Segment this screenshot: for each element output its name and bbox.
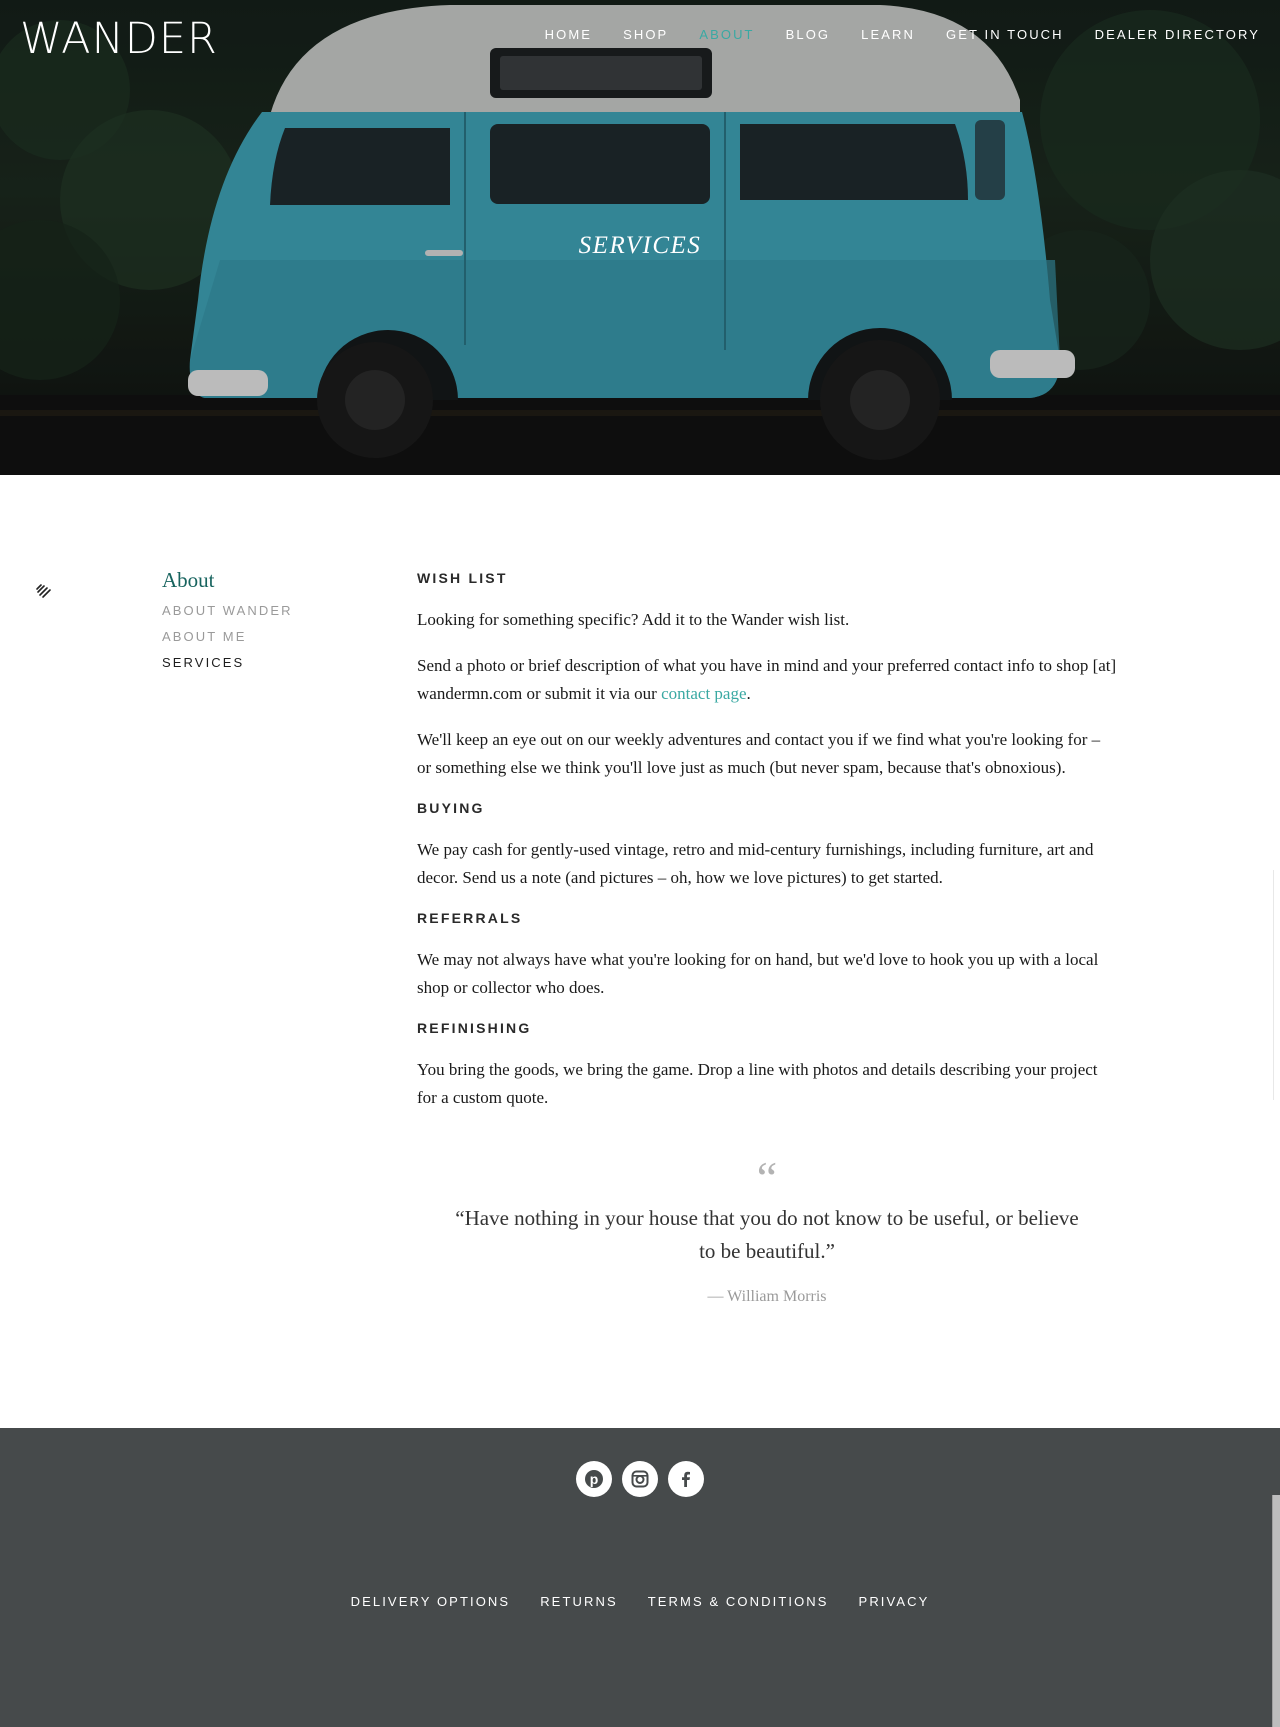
page-title: SERVICES xyxy=(578,232,702,259)
sidebar-item-about-wander[interactable]: ABOUT WANDER xyxy=(162,603,293,618)
page-scrollbar[interactable] xyxy=(1272,1495,1280,1727)
footer-link-terms-conditions[interactable]: TERMS & CONDITIONS xyxy=(647,1594,829,1609)
sidebar-heading[interactable]: About xyxy=(162,568,215,592)
quote-text: “Have nothing in your house that you do not know to be useful, or believe to be beautiful.” xyxy=(455,1206,1079,1263)
footer-nav xyxy=(0,1594,1280,1609)
main-content xyxy=(417,570,1117,1130)
pinterest-icon[interactable] xyxy=(576,1461,612,1497)
wish-list-promise: We'll keep an eye out on our weekly adventures and contact you if we find what you're looking for – or something else we think you'll love just as much (but never spam, because that's obnoxious). xyxy=(417,730,1101,777)
wish-list-instructions-end: . xyxy=(746,684,751,703)
buying-heading: BUYING xyxy=(417,800,485,816)
wish-list-intro: Looking for something specific? Add it to the Wander wish list. xyxy=(417,610,850,629)
quote-block xyxy=(417,1152,1117,1306)
social-links xyxy=(0,1461,1280,1497)
site-footer xyxy=(0,1428,1280,1727)
buying-text: We pay cash for gently-used vintage, retro and mid-century furnishings, including furniture, art and decor. Send us a note (and pictures – oh, how we love pictures) to get started. xyxy=(417,840,1094,887)
main-nav xyxy=(514,27,1260,42)
scroll-track xyxy=(1273,870,1274,1100)
wish-list-heading: WISH LIST xyxy=(417,570,508,586)
sidebar-item-about-me[interactable]: ABOUT ME xyxy=(162,629,247,644)
refinishing-heading: REFINISHING xyxy=(417,1020,532,1036)
footer-link-returns[interactable]: RETURNS xyxy=(540,1594,618,1609)
sidebar-nav xyxy=(162,568,402,681)
nav-shop[interactable]: SHOP xyxy=(623,27,669,42)
nav-dealer-directory[interactable]: DEALER DIRECTORY xyxy=(1094,27,1260,42)
svg-text:p: p xyxy=(589,1471,599,1487)
contact-page-link[interactable]: contact page xyxy=(661,684,747,703)
nav-about[interactable]: ABOUT xyxy=(699,27,755,42)
nav-home[interactable]: HOME xyxy=(544,27,593,42)
sidebar-item-services[interactable]: SERVICES xyxy=(162,655,245,670)
referrals-text: We may not always have what you're looking for on hand, but we'd love to hook you up with a local shop or collector who does. xyxy=(417,950,1099,997)
refinishing-text: You bring the goods, we bring the game. Drop a line with photos and details describing your project for a custom quote. xyxy=(417,1060,1098,1107)
footer-link-delivery-options[interactable]: DELIVERY OPTIONS xyxy=(350,1594,511,1609)
facebook-icon[interactable] xyxy=(668,1461,704,1497)
hero-banner xyxy=(0,0,1280,475)
wish-list-instructions xyxy=(417,652,1117,708)
nav-learn[interactable]: LEARN xyxy=(861,27,915,42)
instagram-icon[interactable] xyxy=(622,1461,658,1497)
nav-blog[interactable]: BLOG xyxy=(785,27,831,42)
squarespace-icon[interactable] xyxy=(35,583,53,599)
footer-link-privacy[interactable]: PRIVACY xyxy=(858,1594,930,1609)
quote-author: — William Morris xyxy=(707,1288,827,1305)
referrals-heading: REFERRALS xyxy=(417,910,523,926)
quote-mark-icon: “ xyxy=(756,1152,778,1203)
wish-list-instructions-text: Send a photo or brief description of what you have in mind and your preferred contact info to shop [at] wandermn.com or submit it via our xyxy=(417,656,1117,703)
nav-get-in-touch[interactable]: GET IN TOUCH xyxy=(946,27,1064,42)
site-logo[interactable]: WANDER xyxy=(20,14,218,64)
